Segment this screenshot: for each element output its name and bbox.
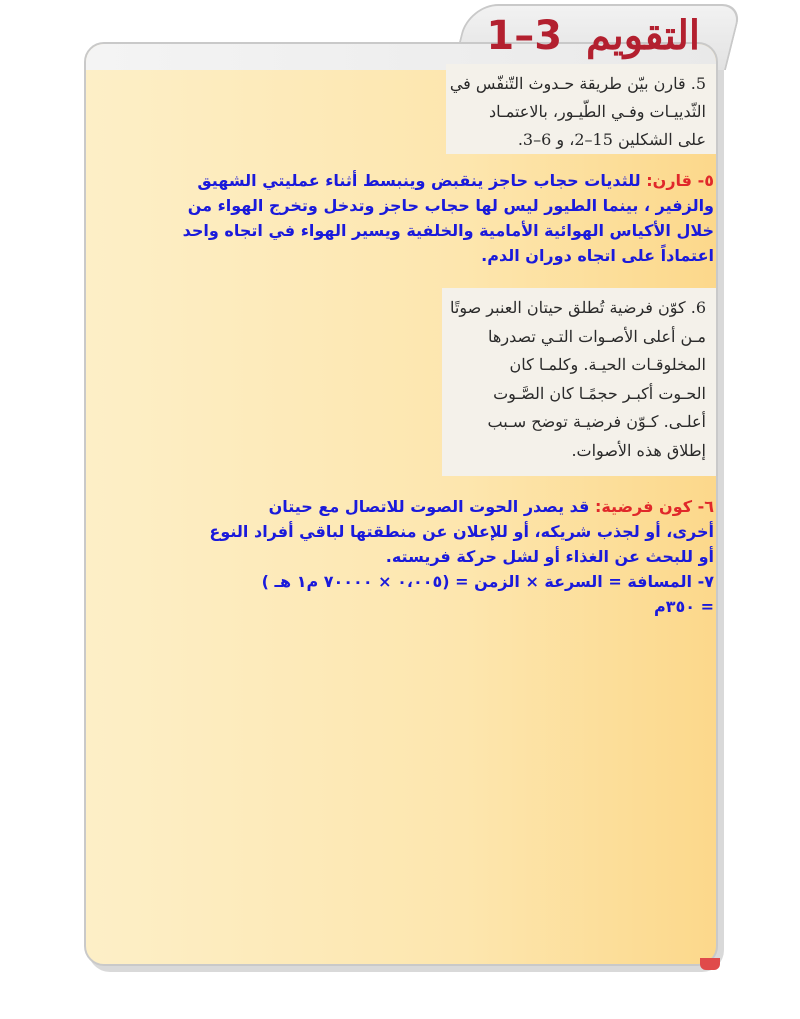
answer-6-line-1 [200, 494, 714, 519]
q5-line-1: 5. قارن بيّن طريقة حـدوث التّنفّس في [449, 74, 706, 93]
answer-6-text-1: قد يصدر الحوت الصوت للاتصال مع حيتان [268, 497, 590, 516]
answer-5-text-1: للثديات حجاب حاجز ينقبض وينبسط أثناء عمليتي الشهيق [197, 171, 641, 190]
answer-6-line-2: أخرى، أو لجذب شريكه، أو للإعلان عن منطقتها لباقي أفراد النوع [209, 522, 714, 541]
answer-7-line-2: = ٣٥٠م [653, 597, 714, 616]
q5-line-3: على الشكلين 15–2، و 6–3. [517, 130, 706, 149]
answer-5 [180, 168, 714, 268]
answer-5-line-2: والزفير ، بينما الطيور ليس لها حجاب حاجز وتدخل وتخرج الهواء من [187, 196, 714, 215]
scanned-question-6 [442, 288, 716, 476]
scanned-question-5 [446, 64, 716, 154]
answer-7-line-1: ٧- المسافة = السرعة × الزمن = (٠،٠٠٥ × ٧٠٠٠٠ م١ هـ ) [261, 572, 714, 591]
q6-line-2: مـن أعلى الأصـوات التـي تصدرها [488, 326, 706, 346]
title-text: التقويم [585, 12, 700, 59]
answer-5-line-3: خلال الأكياس الهوائية الأمامية والخلفية ويسير الهواء في اتجاه واحد [182, 221, 714, 240]
answer-5-lead: ٥- قارن: [646, 171, 714, 190]
q6-line-4: الحـوت أكبـر حجمًـا كان الصَّـوت [493, 383, 706, 403]
q6-line-1: 6. كوّن فرضية تُطلق حيتان العنبر صوتًا [450, 298, 706, 317]
q5-line-2: الثّدييـات وفـي الطّيـور، بالاعتمـاد [489, 102, 706, 121]
q6-line-3: المخلوقـات الحيـة. وكلمـا كان [509, 355, 706, 374]
answer-5-line-4: اعتماداً على اتجاه دوران الدم. [481, 246, 714, 265]
title-number: 3–1 [486, 13, 563, 59]
answer-6 [200, 494, 714, 619]
q6-line-5: أعلـى. كـوّن فرضيـة توضح سـبب [487, 412, 706, 431]
answer-5-line-1 [180, 168, 714, 193]
page-title [486, 12, 700, 59]
answer-6-line-3: أو للبحث عن الغذاء أو لشل حركة فريسته. [385, 547, 714, 566]
q6-line-6: إطلاق هذه الأصوات. [571, 440, 706, 460]
answer-6-lead: ٦- كون فرضية: [594, 497, 714, 516]
page-corner-tag [700, 958, 720, 970]
